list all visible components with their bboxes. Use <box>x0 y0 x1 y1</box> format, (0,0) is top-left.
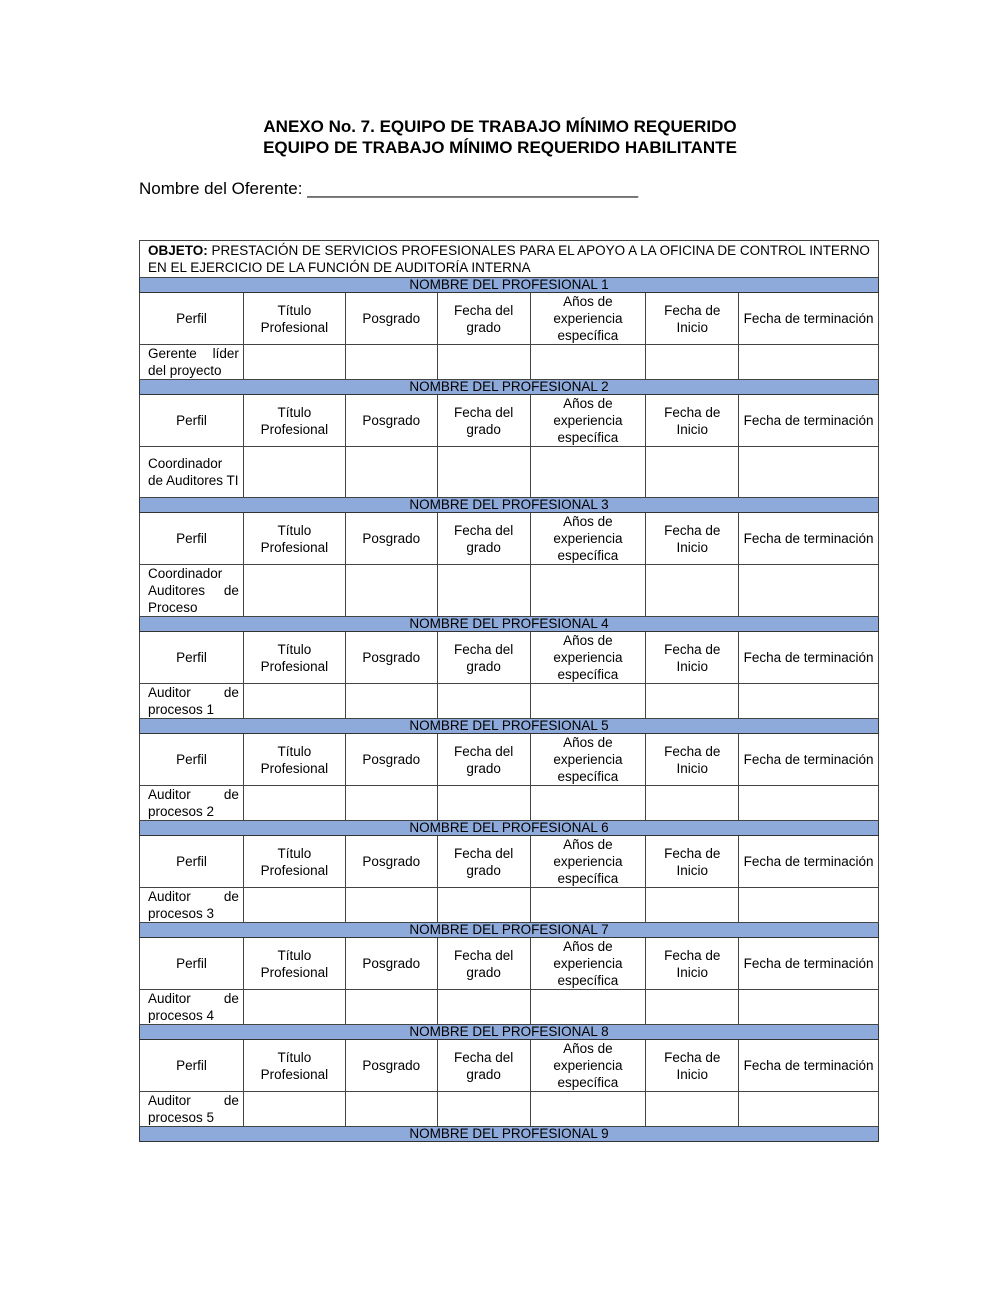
column-header: Fecha del grado <box>437 632 530 684</box>
empty-input-cell[interactable] <box>437 345 530 380</box>
empty-input-cell[interactable] <box>530 990 646 1025</box>
empty-input-cell[interactable] <box>243 684 345 719</box>
empty-input-cell[interactable] <box>345 345 437 380</box>
table-row <box>140 888 879 923</box>
objeto-label: OBJETO: <box>148 243 208 258</box>
column-header: Años de experiencia específica <box>530 836 646 888</box>
column-header: Años de experiencia específica <box>530 938 646 990</box>
column-header: Título Profesional <box>243 938 345 990</box>
empty-input-cell[interactable] <box>243 786 345 821</box>
empty-input-cell[interactable] <box>345 1092 437 1127</box>
empty-input-cell[interactable] <box>437 447 530 498</box>
column-header: Fecha del grado <box>437 1040 530 1092</box>
column-header: Fecha de terminación <box>739 836 879 888</box>
column-header: Perfil <box>140 734 244 786</box>
professional-band-label: NOMBRE DEL PROFESIONAL 9 <box>140 1127 879 1142</box>
column-header: Título Profesional <box>243 395 345 447</box>
column-header: Años de experiencia específica <box>530 513 646 565</box>
column-header: Posgrado <box>345 513 437 565</box>
empty-input-cell[interactable] <box>739 1092 879 1127</box>
column-header: Fecha del grado <box>437 938 530 990</box>
column-header: Fecha del grado <box>437 293 530 345</box>
professional-band-label: NOMBRE DEL PROFESIONAL 6 <box>140 821 879 836</box>
perfil-cell: Auditor de procesos 2 <box>140 786 244 821</box>
empty-input-cell[interactable] <box>243 990 345 1025</box>
table-row <box>140 565 879 617</box>
table-row <box>140 1092 879 1127</box>
empty-input-cell[interactable] <box>646 786 739 821</box>
empty-input-cell[interactable] <box>437 786 530 821</box>
professional-name-band <box>140 821 879 836</box>
oferente-field[interactable]: Nombre del Oferente: ___________________________________ <box>139 179 639 198</box>
empty-input-cell[interactable] <box>739 684 879 719</box>
column-header: Fecha de Inicio <box>646 734 739 786</box>
table-row <box>140 447 879 498</box>
column-header: Años de experiencia específica <box>530 734 646 786</box>
column-header: Fecha del grado <box>437 836 530 888</box>
column-header-row <box>140 395 879 447</box>
column-header: Fecha de Inicio <box>646 395 739 447</box>
empty-input-cell[interactable] <box>345 447 437 498</box>
perfil-cell: Coordinador de Auditores TI <box>140 447 244 498</box>
empty-input-cell[interactable] <box>739 786 879 821</box>
column-header: Perfil <box>140 395 244 447</box>
professional-band-label: NOMBRE DEL PROFESIONAL 7 <box>140 923 879 938</box>
column-header-row <box>140 293 879 345</box>
column-header: Fecha de Inicio <box>646 513 739 565</box>
empty-input-cell[interactable] <box>345 565 437 617</box>
empty-input-cell[interactable] <box>739 447 879 498</box>
column-header: Posgrado <box>345 938 437 990</box>
professional-name-band <box>140 278 879 293</box>
column-header: Perfil <box>140 293 244 345</box>
professional-name-band <box>140 380 879 395</box>
column-header: Fecha del grado <box>437 513 530 565</box>
empty-input-cell[interactable] <box>530 684 646 719</box>
perfil-cell: Gerente líder del proyecto <box>140 345 244 380</box>
professional-band-label: NOMBRE DEL PROFESIONAL 4 <box>140 617 879 632</box>
empty-input-cell[interactable] <box>345 684 437 719</box>
column-header: Perfil <box>140 513 244 565</box>
empty-input-cell[interactable] <box>739 345 879 380</box>
empty-input-cell[interactable] <box>739 888 879 923</box>
perfil-cell: Auditor de procesos 3 <box>140 888 244 923</box>
table-row <box>140 345 879 380</box>
perfil-cell: Auditor de procesos 1 <box>140 684 244 719</box>
empty-input-cell[interactable] <box>243 565 345 617</box>
column-header: Perfil <box>140 938 244 990</box>
perfil-cell: Coordinador Auditores de Proceso <box>140 565 244 617</box>
column-header: Fecha de terminación <box>739 632 879 684</box>
empty-input-cell[interactable] <box>243 345 345 380</box>
professional-name-band <box>140 617 879 632</box>
column-header: Posgrado <box>345 836 437 888</box>
objeto-row <box>140 241 879 278</box>
empty-input-cell[interactable] <box>530 888 646 923</box>
empty-input-cell[interactable] <box>437 1092 530 1127</box>
empty-input-cell[interactable] <box>646 565 739 617</box>
empty-input-cell[interactable] <box>345 888 437 923</box>
column-header-row <box>140 734 879 786</box>
professional-name-band <box>140 1127 879 1142</box>
column-header: Fecha de Inicio <box>646 1040 739 1092</box>
table-row <box>140 990 879 1025</box>
professional-name-band <box>140 719 879 734</box>
empty-input-cell[interactable] <box>739 565 879 617</box>
column-header-row <box>140 836 879 888</box>
document-subtitle: EQUIPO DE TRABAJO MÍNIMO REQUERIDO HABILITANTE <box>263 138 737 157</box>
table-row <box>140 684 879 719</box>
column-header: Posgrado <box>345 293 437 345</box>
empty-input-cell[interactable] <box>530 786 646 821</box>
table-row <box>140 786 879 821</box>
column-header: Posgrado <box>345 1040 437 1092</box>
empty-input-cell[interactable] <box>739 990 879 1025</box>
column-header: Años de experiencia específica <box>530 632 646 684</box>
column-header: Fecha de Inicio <box>646 293 739 345</box>
professional-band-label: NOMBRE DEL PROFESIONAL 8 <box>140 1025 879 1040</box>
professional-band-label: NOMBRE DEL PROFESIONAL 2 <box>140 380 879 395</box>
empty-input-cell[interactable] <box>646 345 739 380</box>
empty-input-cell[interactable] <box>243 1092 345 1127</box>
professional-name-band <box>140 1025 879 1040</box>
column-header: Años de experiencia específica <box>530 395 646 447</box>
column-header: Título Profesional <box>243 836 345 888</box>
column-header: Perfil <box>140 1040 244 1092</box>
column-header: Fecha de terminación <box>739 938 879 990</box>
column-header: Título Profesional <box>243 1040 345 1092</box>
column-header: Perfil <box>140 632 244 684</box>
column-header: Título Profesional <box>243 293 345 345</box>
column-header: Fecha de Inicio <box>646 632 739 684</box>
objeto-text: PRESTACIÓN DE SERVICIOS PROFESIONALES PARA EL APOYO A LA OFICINA DE CONTROL INTERNO EN EL EJERCICIO DE LA FUNCIÓN DE AUDITORÍA INTERNA <box>148 243 870 275</box>
empty-input-cell[interactable] <box>437 888 530 923</box>
empty-input-cell[interactable] <box>345 990 437 1025</box>
column-header: Fecha de terminación <box>739 1040 879 1092</box>
column-header: Posgrado <box>345 734 437 786</box>
column-header: Fecha del grado <box>437 395 530 447</box>
empty-input-cell[interactable] <box>646 447 739 498</box>
professional-band-label: NOMBRE DEL PROFESIONAL 3 <box>140 498 879 513</box>
column-header: Perfil <box>140 836 244 888</box>
column-header: Fecha del grado <box>437 734 530 786</box>
empty-input-cell[interactable] <box>243 447 345 498</box>
column-header: Posgrado <box>345 395 437 447</box>
empty-input-cell[interactable] <box>646 990 739 1025</box>
perfil-cell: Auditor de procesos 5 <box>140 1092 244 1127</box>
empty-input-cell[interactable] <box>243 888 345 923</box>
column-header: Título Profesional <box>243 734 345 786</box>
empty-input-cell[interactable] <box>437 684 530 719</box>
column-header: Años de experiencia específica <box>530 1040 646 1092</box>
column-header-row <box>140 513 879 565</box>
empty-input-cell[interactable] <box>437 990 530 1025</box>
objeto-cell <box>140 241 879 278</box>
empty-input-cell[interactable] <box>646 1092 739 1127</box>
column-header-row <box>140 1040 879 1092</box>
column-header: Título Profesional <box>243 632 345 684</box>
professional-band-label: NOMBRE DEL PROFESIONAL 5 <box>140 719 879 734</box>
empty-input-cell[interactable] <box>530 565 646 617</box>
professional-name-band <box>140 923 879 938</box>
document-title: ANEXO No. 7. EQUIPO DE TRABAJO MÍNIMO REQUERIDO <box>263 117 737 136</box>
empty-input-cell[interactable] <box>530 1092 646 1127</box>
column-header: Fecha de Inicio <box>646 938 739 990</box>
column-header-row <box>140 938 879 990</box>
column-header: Posgrado <box>345 632 437 684</box>
column-header: Fecha de terminación <box>739 513 879 565</box>
empty-input-cell[interactable] <box>646 888 739 923</box>
empty-input-cell[interactable] <box>530 447 646 498</box>
perfil-cell: Auditor de procesos 4 <box>140 990 244 1025</box>
empty-input-cell[interactable] <box>437 565 530 617</box>
column-header: Título Profesional <box>243 513 345 565</box>
column-header: Fecha de Inicio <box>646 836 739 888</box>
empty-input-cell[interactable] <box>646 684 739 719</box>
professional-name-band <box>140 498 879 513</box>
empty-input-cell[interactable] <box>345 786 437 821</box>
column-header: Fecha de terminación <box>739 293 879 345</box>
column-header: Años de experiencia específica <box>530 293 646 345</box>
column-header: Fecha de terminación <box>739 395 879 447</box>
professional-band-label: NOMBRE DEL PROFESIONAL 1 <box>140 278 879 293</box>
column-header: Fecha de terminación <box>739 734 879 786</box>
team-table <box>139 240 879 1142</box>
column-header-row <box>140 632 879 684</box>
empty-input-cell[interactable] <box>530 345 646 380</box>
